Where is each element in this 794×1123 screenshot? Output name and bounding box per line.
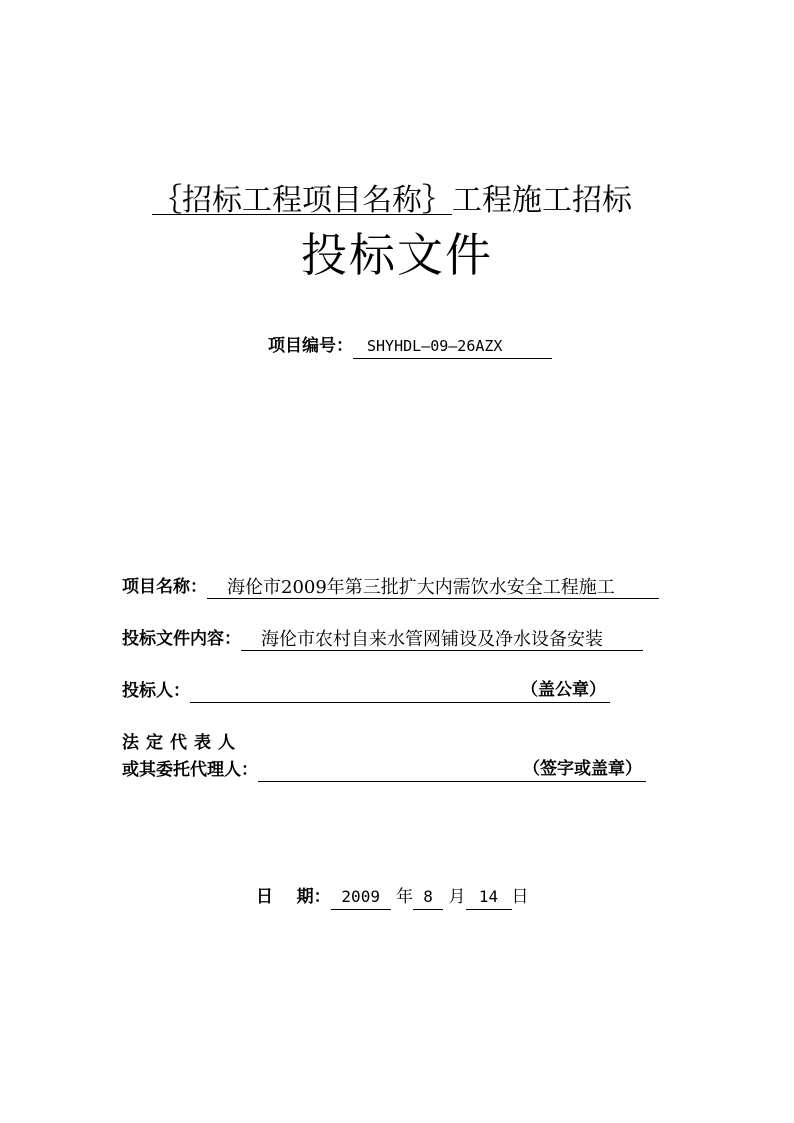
bid-content-value: 海伦市农村自来水管网铺设及净水设备安装 bbox=[261, 629, 603, 650]
date-day-unit: 日 bbox=[511, 887, 529, 907]
bidder-row bbox=[122, 679, 610, 703]
project-number bbox=[268, 334, 552, 359]
date-month-unit: 月 bbox=[448, 887, 466, 907]
bid-content-label: 投标文件内容： bbox=[122, 629, 241, 649]
legal-rep-label: 或其委托代理人： bbox=[122, 760, 258, 780]
project-name-row bbox=[122, 575, 659, 599]
legal-rep-signature-line bbox=[258, 759, 646, 782]
bid-content-row bbox=[122, 627, 643, 651]
date-month: 8 bbox=[413, 885, 443, 910]
document-title-line1 bbox=[152, 183, 672, 219]
date-year-unit: 年 bbox=[396, 887, 414, 907]
bidder-label: 投标人： bbox=[122, 681, 190, 701]
legal-rep-sign-note: （签字或盖章） bbox=[523, 759, 642, 779]
bidder-seal-note: （盖公章） bbox=[521, 680, 606, 700]
legal-rep-label-line1: 法定代表人 bbox=[122, 733, 242, 753]
project-name-placeholder: ｛招标工程项目名称｝ bbox=[152, 183, 452, 218]
legal-rep-row bbox=[122, 758, 646, 782]
date-day: 14 bbox=[466, 885, 512, 910]
project-number-label: 项目编号： bbox=[268, 336, 353, 356]
project-name-label: 项目名称： bbox=[122, 577, 207, 597]
date-year: 2009 bbox=[331, 885, 391, 910]
title-suffix: 工程施工招标 bbox=[452, 183, 632, 218]
bid-content-field bbox=[241, 628, 643, 651]
document-title-line2: 投标文件 bbox=[301, 228, 493, 282]
project-name-value: 海伦市2009年第三批扩大内需饮水安全工程施工 bbox=[227, 577, 615, 598]
project-number-value: SHYHDL—09—26AZX bbox=[353, 334, 552, 359]
date-label: 日 期： bbox=[256, 887, 331, 907]
date-row bbox=[256, 885, 529, 910]
project-name-field bbox=[207, 576, 659, 599]
bidder-signature-line bbox=[190, 680, 610, 703]
